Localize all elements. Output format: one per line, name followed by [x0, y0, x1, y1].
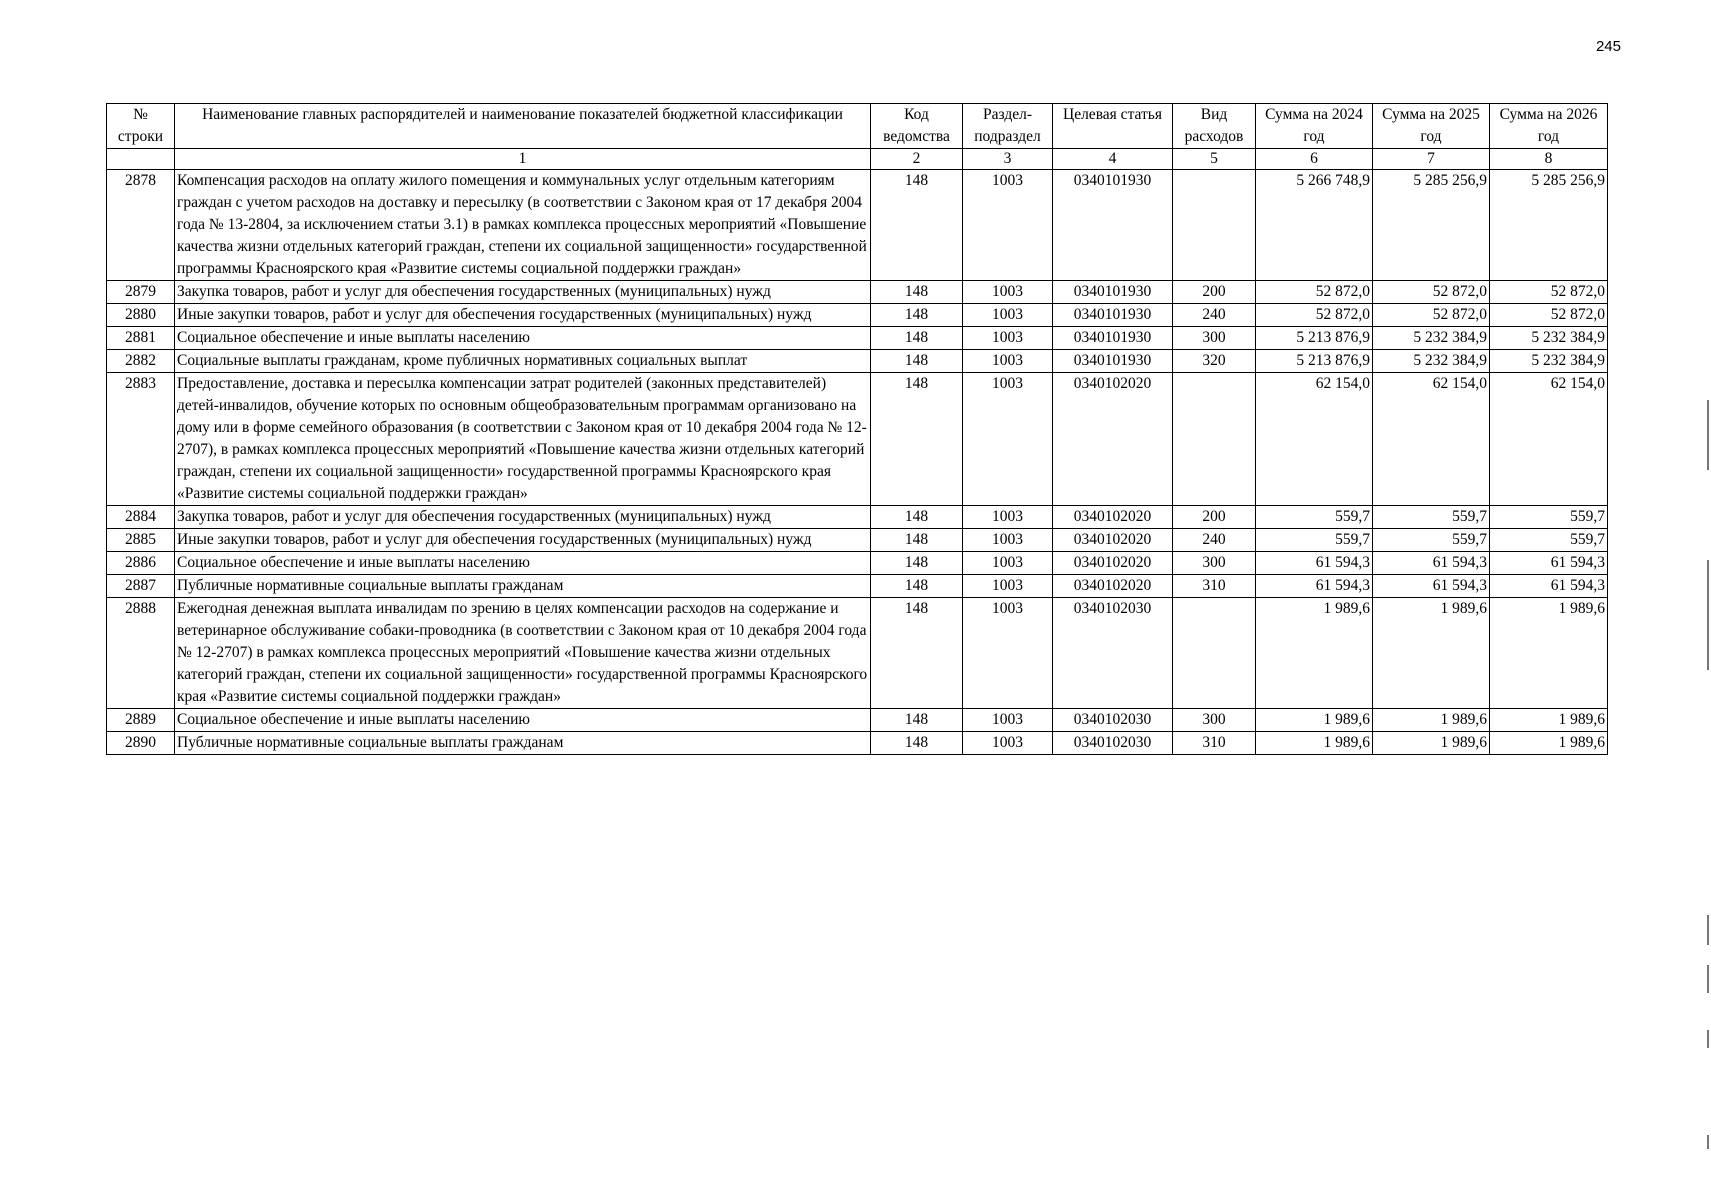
row-expense-kind: 310 — [1173, 575, 1256, 598]
row-section: 1003 — [963, 281, 1053, 304]
row-section: 1003 — [963, 529, 1053, 552]
row-sum-2024: 62 154,0 — [1256, 373, 1373, 506]
row-sum-2025: 62 154,0 — [1373, 373, 1490, 506]
row-target-item: 0340101930 — [1053, 304, 1173, 327]
header-sum-2025: Сумма на 2025 год — [1373, 104, 1490, 149]
row-sum-2026: 61 594,3 — [1490, 575, 1608, 598]
header-dept-code: Код ведомства — [871, 104, 963, 149]
column-index: 3 — [963, 149, 1053, 170]
header-section: Раздел-подраздел — [963, 104, 1053, 149]
table-row — [107, 281, 1608, 304]
row-dept-code: 148 — [871, 575, 963, 598]
row-expense-kind: 310 — [1173, 732, 1256, 755]
column-index: 2 — [871, 149, 963, 170]
row-name: Социальное обеспечение и иные выплаты населению — [175, 709, 871, 732]
row-section: 1003 — [963, 575, 1053, 598]
row-expense-kind: 200 — [1173, 281, 1256, 304]
row-name: Иные закупки товаров, работ и услуг для обеспечения государственных (муниципальных) нужд — [175, 529, 871, 552]
row-sum-2025: 1 989,6 — [1373, 732, 1490, 755]
row-name: Закупка товаров, работ и услуг для обеспечения государственных (муниципальных) нужд — [175, 281, 871, 304]
row-dept-code: 148 — [871, 170, 963, 281]
row-section: 1003 — [963, 709, 1053, 732]
row-section: 1003 — [963, 598, 1053, 709]
row-sum-2026: 559,7 — [1490, 529, 1608, 552]
row-sum-2025: 1 989,6 — [1373, 709, 1490, 732]
table-row — [107, 529, 1608, 552]
row-sum-2026: 61 594,3 — [1490, 552, 1608, 575]
row-section: 1003 — [963, 506, 1053, 529]
table-row — [107, 709, 1608, 732]
table-row — [107, 506, 1608, 529]
row-target-item: 0340102020 — [1053, 373, 1173, 506]
budget-table — [106, 103, 1608, 755]
column-index: 1 — [175, 149, 871, 170]
column-index: 6 — [1256, 149, 1373, 170]
row-dept-code: 148 — [871, 506, 963, 529]
row-sum-2025: 61 594,3 — [1373, 552, 1490, 575]
row-sum-2026: 559,7 — [1490, 506, 1608, 529]
row-dept-code: 148 — [871, 709, 963, 732]
header-sum-2024: Сумма на 2024 год — [1256, 104, 1373, 149]
row-sum-2024: 5 213 876,9 — [1256, 327, 1373, 350]
row-sum-2026: 52 872,0 — [1490, 281, 1608, 304]
table-header-row — [107, 104, 1608, 149]
row-section: 1003 — [963, 350, 1053, 373]
row-sum-2025: 559,7 — [1373, 529, 1490, 552]
row-target-item: 0340101930 — [1053, 170, 1173, 281]
row-sum-2024: 1 989,6 — [1256, 598, 1373, 709]
row-sum-2024: 61 594,3 — [1256, 552, 1373, 575]
row-name: Иные закупки товаров, работ и услуг для обеспечения государственных (муниципальных) нужд — [175, 304, 871, 327]
row-sum-2026: 5 285 256,9 — [1490, 170, 1608, 281]
row-sum-2024: 5 266 748,9 — [1256, 170, 1373, 281]
row-dept-code: 148 — [871, 281, 963, 304]
row-section: 1003 — [963, 327, 1053, 350]
row-name: Ежегодная денежная выплата инвалидам по зрению в целях компенсации расходов на содержание и ветеринарное обслуживание собаки-проводника (в соответствии с Законом края от 10 декабря 2004 года № 12-2707) в рамках комплекса процессных мероприятий «Повышение качества жизни отдельных категорий граждан, степени их социальной защищенности» государственной программы Красноярского края «Развитие системы социальной поддержки граждан» — [175, 598, 871, 709]
table-row — [107, 373, 1608, 506]
row-dept-code: 148 — [871, 552, 963, 575]
row-sum-2024: 52 872,0 — [1256, 281, 1373, 304]
row-number: 2883 — [107, 373, 175, 506]
row-sum-2026: 1 989,6 — [1490, 709, 1608, 732]
row-name: Публичные нормативные социальные выплаты гражданам — [175, 575, 871, 598]
row-target-item: 0340101930 — [1053, 281, 1173, 304]
header-expense-kind: Вид расходов — [1173, 104, 1256, 149]
row-name: Предоставление, доставка и пересылка компенсации затрат родителей (законных представителей) детей-инвалидов, обучение которых по основным общеобразовательным программам организовано на дому или в форме семейного образования (в соответствии с Законом края от 10 декабря 2004 года № 12-2707), в рамках комплекса процессных мероприятий «Повышение качества жизни отдельных категорий граждан, степени их социальной защищенности» государственной программы Красноярского края «Развитие системы социальной поддержки граждан» — [175, 373, 871, 506]
table-row — [107, 732, 1608, 755]
row-dept-code: 148 — [871, 350, 963, 373]
row-number: 2884 — [107, 506, 175, 529]
row-sum-2025: 61 594,3 — [1373, 575, 1490, 598]
row-target-item: 0340102020 — [1053, 529, 1173, 552]
row-sum-2026: 1 989,6 — [1490, 598, 1608, 709]
row-sum-2024: 5 213 876,9 — [1256, 350, 1373, 373]
row-name: Публичные нормативные социальные выплаты гражданам — [175, 732, 871, 755]
row-name: Социальные выплаты гражданам, кроме публичных нормативных социальных выплат — [175, 350, 871, 373]
table-row — [107, 552, 1608, 575]
row-target-item: 0340102030 — [1053, 598, 1173, 709]
row-name: Социальное обеспечение и иные выплаты населению — [175, 327, 871, 350]
row-sum-2024: 61 594,3 — [1256, 575, 1373, 598]
row-section: 1003 — [963, 732, 1053, 755]
row-sum-2026: 1 989,6 — [1490, 732, 1608, 755]
row-dept-code: 148 — [871, 732, 963, 755]
row-sum-2024: 559,7 — [1256, 506, 1373, 529]
row-number: 2885 — [107, 529, 175, 552]
row-target-item: 0340102020 — [1053, 506, 1173, 529]
table-row — [107, 350, 1608, 373]
row-expense-kind: 300 — [1173, 552, 1256, 575]
row-dept-code: 148 — [871, 327, 963, 350]
row-number: 2889 — [107, 709, 175, 732]
row-sum-2025: 52 872,0 — [1373, 304, 1490, 327]
row-name: Социальное обеспечение и иные выплаты населению — [175, 552, 871, 575]
row-sum-2024: 1 989,6 — [1256, 709, 1373, 732]
column-index: 8 — [1490, 149, 1608, 170]
row-sum-2025: 559,7 — [1373, 506, 1490, 529]
scan-edge-marks — [1705, 0, 1711, 1200]
row-section: 1003 — [963, 170, 1053, 281]
row-section: 1003 — [963, 304, 1053, 327]
row-expense-kind: 300 — [1173, 327, 1256, 350]
row-sum-2025: 52 872,0 — [1373, 281, 1490, 304]
row-target-item: 0340102030 — [1053, 732, 1173, 755]
column-index: 4 — [1053, 149, 1173, 170]
row-sum-2026: 5 232 384,9 — [1490, 350, 1608, 373]
row-dept-code: 148 — [871, 304, 963, 327]
row-number: 2886 — [107, 552, 175, 575]
row-expense-kind: 300 — [1173, 709, 1256, 732]
row-target-item: 0340102030 — [1053, 709, 1173, 732]
row-name: Закупка товаров, работ и услуг для обеспечения государственных (муниципальных) нужд — [175, 506, 871, 529]
row-target-item: 0340101930 — [1053, 327, 1173, 350]
table-row — [107, 598, 1608, 709]
column-index-row — [107, 149, 1608, 170]
row-sum-2026: 52 872,0 — [1490, 304, 1608, 327]
row-expense-kind: 240 — [1173, 304, 1256, 327]
row-target-item: 0340101930 — [1053, 350, 1173, 373]
row-number: 2888 — [107, 598, 175, 709]
table-body — [107, 170, 1608, 755]
row-target-item: 0340102020 — [1053, 552, 1173, 575]
row-number: 2890 — [107, 732, 175, 755]
row-expense-kind: 240 — [1173, 529, 1256, 552]
row-sum-2024: 1 989,6 — [1256, 732, 1373, 755]
row-expense-kind — [1173, 170, 1256, 281]
row-expense-kind: 320 — [1173, 350, 1256, 373]
row-number: 2882 — [107, 350, 175, 373]
row-number: 2878 — [107, 170, 175, 281]
header-sum-2026: Сумма на 2026 год — [1490, 104, 1608, 149]
row-sum-2025: 5 232 384,9 — [1373, 350, 1490, 373]
row-number: 2887 — [107, 575, 175, 598]
column-index: 7 — [1373, 149, 1490, 170]
row-expense-kind — [1173, 373, 1256, 506]
row-target-item: 0340102020 — [1053, 575, 1173, 598]
row-sum-2024: 52 872,0 — [1256, 304, 1373, 327]
row-sum-2025: 5 232 384,9 — [1373, 327, 1490, 350]
row-name: Компенсация расходов на оплату жилого помещения и коммунальных услуг отдельным категориям граждан с учетом расходов на доставку и пересылку (в соответствии с Законом края от 17 декабря 2004 года № 13-2804, за исключением статьи 3.1) в рамках комплекса процессных мероприятий «Повышение качества жизни отдельных категорий граждан, степени их социальной защищенности» государственной программы Красноярского края «Развитие системы социальной поддержки граждан» — [175, 170, 871, 281]
row-dept-code: 148 — [871, 598, 963, 709]
row-sum-2025: 1 989,6 — [1373, 598, 1490, 709]
row-number: 2880 — [107, 304, 175, 327]
row-sum-2024: 559,7 — [1256, 529, 1373, 552]
row-dept-code: 148 — [871, 373, 963, 506]
header-name: Наименование главных распорядителей и наименование показателей бюджетной классификации — [175, 104, 871, 149]
table-row — [107, 327, 1608, 350]
table-row — [107, 304, 1608, 327]
row-dept-code: 148 — [871, 529, 963, 552]
table-row — [107, 575, 1608, 598]
row-expense-kind — [1173, 598, 1256, 709]
row-sum-2026: 5 232 384,9 — [1490, 327, 1608, 350]
header-target-item: Целевая статья — [1053, 104, 1173, 149]
page-number: 245 — [1595, 38, 1621, 55]
column-index: 5 — [1173, 149, 1256, 170]
column-index — [107, 149, 175, 170]
row-section: 1003 — [963, 373, 1053, 506]
row-sum-2025: 5 285 256,9 — [1373, 170, 1490, 281]
table-row — [107, 170, 1608, 281]
row-number: 2879 — [107, 281, 175, 304]
row-expense-kind: 200 — [1173, 506, 1256, 529]
header-row-number: № строки — [107, 104, 175, 149]
row-section: 1003 — [963, 552, 1053, 575]
row-sum-2026: 62 154,0 — [1490, 373, 1608, 506]
row-number: 2881 — [107, 327, 175, 350]
